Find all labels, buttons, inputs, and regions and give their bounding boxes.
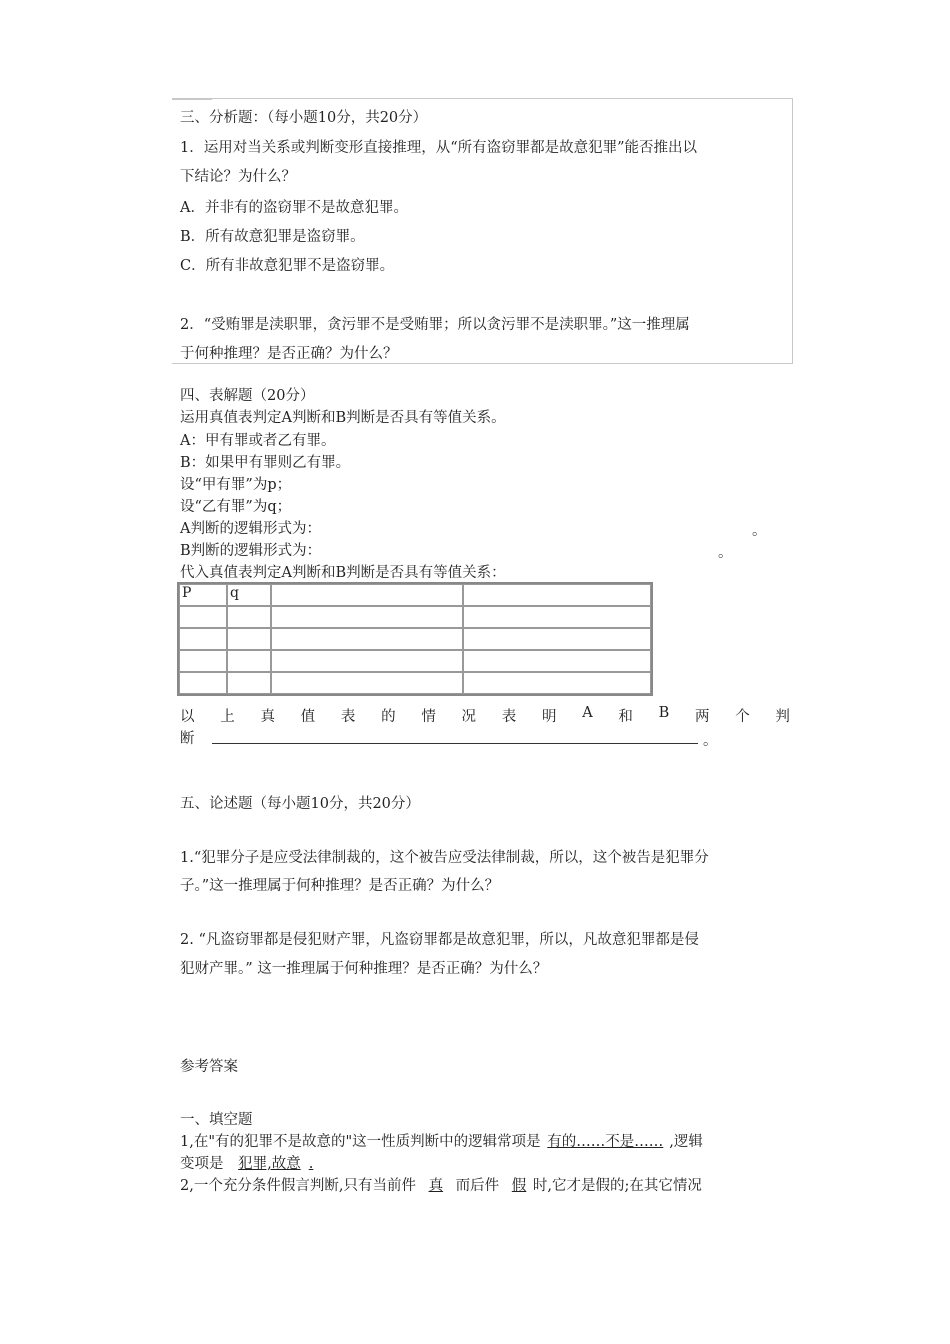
section3-q1-line2: 下结论？为什么？ [180,169,296,185]
section5-q1-line2: 子。”这一推理属于何种推理？是否正确？为什么？ [180,878,500,894]
section3-q1-line1: 1．运用对当关系或判断变形直接推理，从“所有盗窃罪都是故意犯罪”能否推出以 [180,140,698,156]
conclusion-char: 值 [300,709,316,725]
answer-1-blank-1: 有的……不是…… [547,1134,664,1150]
conclusion-char: 明 [541,709,557,725]
section3-option-b: B．所有故意犯罪是盗窃罪。 [180,229,365,245]
conclusion-char: 况 [461,709,477,725]
section5-q2-line1: 2. “凡盗窃罪都是侵犯财产罪，凡盗窃罪都是故意犯罪，所以，凡故意犯罪都是侵 [180,932,699,948]
section4-line-2: A：甲有罪或者乙有罪。 [180,433,336,449]
conclusion-char: 判 [775,709,790,725]
table-header-b [463,584,651,606]
table-row [179,606,651,628]
section4-title: 四、表解题（20分） [180,388,315,404]
conclusion-blank [212,743,698,744]
answer-1-mid: ,逻辑 [669,1134,703,1150]
section3-q2-line2: 于何种推理？是否正确？为什么？ [180,346,398,362]
table-row [179,584,651,606]
table-row [179,672,651,694]
a-form-label: A判断的逻辑形式为： [180,521,321,537]
answers-title: 参考答案 [180,1059,238,1075]
section3-option-a: A．并非有的盗窃罪不是故意犯罪。 [180,200,408,216]
a-form-period: 。 [752,523,767,539]
answer-1-line2 [180,1153,313,1175]
conclusion-period: 。 [703,733,718,749]
conclusion-char: 真 [260,709,275,725]
conclusion-char: B [658,705,670,721]
answer-2-line1 [180,1175,702,1197]
section5-q1-line1: 1.“犯罪分子是应受法律制裁的，这个被告应受法律制裁，所以，这个被告是犯罪分 [180,850,709,866]
conclusion-char: 的 [381,709,396,725]
answers-section1-title: 一、填空题 [180,1112,253,1128]
table-header-q: q [227,584,271,606]
answer-2-post: 时,它才是假的;在其它情况 [532,1178,702,1194]
conclusion-char: 表 [501,709,517,725]
answer-2-mid: 而后件 [455,1178,500,1194]
section4-line-3: B：如果甲有罪则乙有罪。 [180,455,351,471]
section4-line-1: 运用真值表判定A判断和B判断是否具有等值关系。 [180,410,506,426]
section4-line-5: 设“乙有罪”为q； [180,499,292,515]
conclusion-char: 情 [421,709,436,725]
conclusion-char: 以 [180,709,195,725]
section5-title: 五、论述题（每小题10分，共20分） [180,796,420,812]
section4-line-4: 设“甲有罪”为p； [180,477,292,493]
conclusion-char: 和 [618,709,633,725]
conclusion-end: 断 [180,731,195,747]
answer-1-line1 [180,1131,703,1153]
conclusion-char: 两 [694,709,710,725]
table-conclusion-line [180,705,790,726]
conclusion-char: 表 [340,709,356,725]
answer-2-blank-2: 假 [511,1178,527,1194]
table-intro: 代入真值表判定A判断和B判断是否具有等值关系： [180,565,506,581]
truth-table [177,582,653,696]
table-row [179,628,651,650]
conclusion-char: A [582,705,593,721]
table-row [179,650,651,672]
b-form-label: B判断的逻辑形式为： [180,543,322,559]
answer-1-end: . [308,1156,314,1172]
table-header-p: P [179,584,227,606]
section3-q2-line1: 2．“受贿罪是渎职罪，贪污罪不是受贿罪；所以贪污罪不是渎职罪。”这一推理属 [180,317,690,333]
table-header-a [271,584,463,606]
section3-option-c: C．所有非故意犯罪不是盗窃罪。 [180,258,395,274]
conclusion-char: 个 [735,709,750,725]
conclusion-char: 上 [220,709,235,725]
answer-1-pre: 1,在"有的犯罪不是故意的"这一性质判断中的逻辑常项是 [180,1134,541,1150]
answer-1-blank-2: 犯罪,故意 [238,1156,301,1172]
answer-1-line2-pre: 变项是 [180,1156,224,1172]
answer-2-blank-1: 真 [428,1178,444,1194]
b-form-period: 。 [718,545,733,561]
answer-2-pre: 2,一个充分条件假言判断,只有当前件 [180,1178,416,1194]
section3-title: 三、分析题：（每小题10分，共20分） [180,110,428,126]
section5-q2-line2: 犯财产罪。” 这一推理属于何种推理？是否正确？为什么？ [180,961,548,977]
